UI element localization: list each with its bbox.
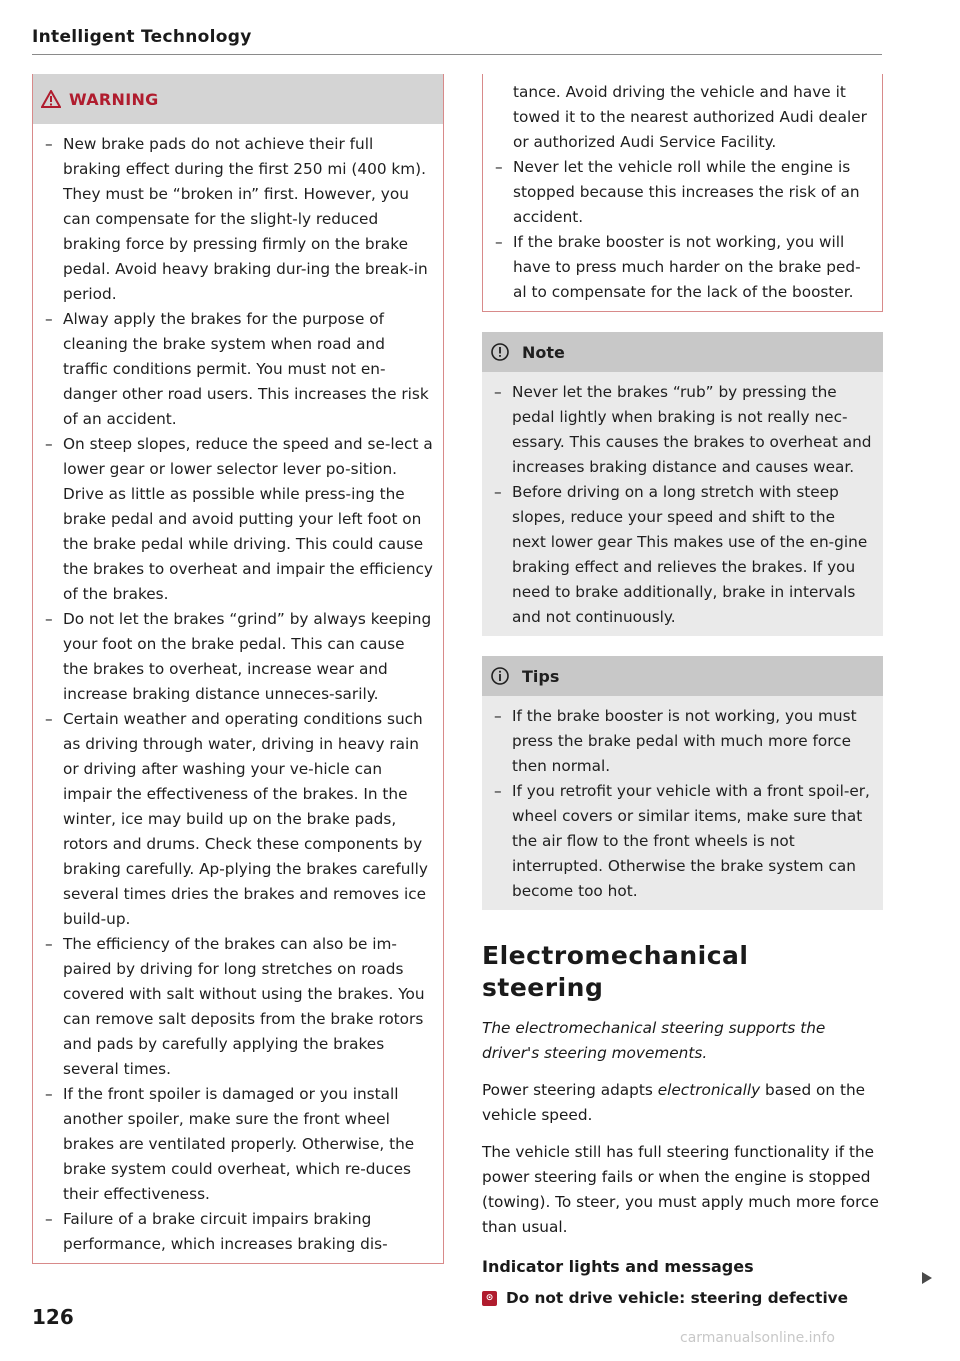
subheading: Indicator lights and messages: [482, 1257, 754, 1276]
list-item: – Never let the brakes “rub” by pressing the pedal lightly when braking is not really nec-essary. This causes the brakes to overheat and increases braking distance and causes wear.: [492, 380, 873, 480]
list-item: – The efficiency of the brakes can also be im-paired by driving for long stretches on roads covered with salt without using the brakes. You can remove salt deposits from the brake rotors and pads by carefully applying the brakes several times.: [43, 932, 433, 1082]
note-box: [482, 332, 883, 636]
warning-title: WARNING: [69, 89, 159, 109]
paragraph: [482, 1078, 883, 1128]
section-title-line1: Electromechanical: [482, 941, 749, 970]
warning-continued-list: [493, 80, 872, 305]
warning-box: [32, 74, 444, 1264]
exclamation-circle-icon: [490, 342, 510, 362]
warning-list: [43, 132, 433, 1257]
paragraph-text: Power steering adapts: [482, 1081, 658, 1099]
warning-body: [33, 124, 443, 1263]
list-item: – Before driving on a long stretch with steep slopes, reduce your speed and shift to the next lower gear This makes use of the en-gine braking effect and relieves the brakes. If you need to brake additionally, brake in intervals and not continuously.: [492, 480, 873, 630]
watermark: carmanualsonline.info: [680, 1330, 835, 1346]
list-item: – If the brake booster is not working, you will have to press much harder on the brake ped-al to compensate for the lack of the booster.: [493, 230, 872, 305]
list-item: – New brake pads do not achieve their full braking effect during the first 250 mi (400 km). They must be “broken in” first. However, you can compensate for the slight-ly reduced braking force by pressing firmly on the brake pedal. Avoid heavy braking dur-ing the break-in period.: [43, 132, 433, 307]
warning-continued: [482, 74, 883, 312]
list-item: – On steep slopes, reduce the speed and se-lect a lower gear or lower selector lever po-sition. Drive as little as possible while press-ing the brake pedal and avoid putting your left foot on the brake pedal while driving. This could cause the brakes to overheat and impair the efficiency of the brakes.: [43, 432, 433, 607]
tips-body: [482, 696, 883, 910]
emphasis-text: electronically: [657, 1081, 761, 1099]
paragraph-text: based on the vehicle speed.: [482, 1081, 866, 1124]
note-header: [482, 332, 883, 372]
tips-box: [482, 656, 883, 910]
list-item: – Certain weather and operating conditions such as driving through water, driving in heavy rain or driving after washing your ve-hicle can impair the effectiveness of the brakes. In the winter, ice may build up on the brake pads, rotors and drums. Check these components by braking carefully. Ap-plying the brakes carefully several times dries the brakes and removes ice build-up.: [43, 707, 433, 932]
note-list: [492, 380, 873, 630]
section-title-line2: steering: [482, 973, 604, 1002]
tips-title: Tips: [522, 666, 560, 686]
warning-header: [33, 74, 443, 124]
steering-warning-icon: ⊙: [482, 1291, 497, 1306]
indicator-text: Do not drive vehicle: steering defective: [506, 1289, 849, 1307]
page-header: [32, 24, 882, 55]
list-item: – If you retrofit your vehicle with a front spoil-er, wheel covers or similar items, make sure that the air flow to the front wheels is not interrupted. Otherwise the brake system can become too hot.: [492, 779, 873, 904]
list-item: – Do not let the brakes “grind” by always keeping your foot on the brake pedal. This can cause the brakes to overheat, increase wear and increase braking distance unneces-sarily.: [43, 607, 433, 707]
section-title: [482, 940, 883, 1004]
indicator-row: [482, 1289, 883, 1307]
right-column: [482, 74, 883, 1307]
left-column: [32, 74, 444, 1264]
warning-triangle-icon: [41, 90, 61, 108]
info-circle-icon: [490, 666, 510, 686]
paragraph: The vehicle still has full steering functionality if the power steering fails or when the engine is stopped (towing). To steer, you must apply much more force than usual.: [482, 1143, 879, 1236]
list-item-continued: tance. Avoid driving the vehicle and have it towed it to the nearest authorized Audi dealer or authorized Audi Service Facility.: [513, 83, 867, 151]
list-item: – If the front spoiler is damaged or you install another spoiler, make sure the front wheel brakes are ventilated properly. Otherwise, the brake system could overheat, which re-duces their effectiveness.: [43, 1082, 433, 1207]
tips-header: [482, 656, 883, 696]
note-body: [482, 372, 883, 636]
list-item: – Never let the vehicle roll while the engine is stopped because this increases the risk of an accident.: [493, 155, 872, 230]
chapter-title: Intelligent Technology: [32, 27, 252, 47]
note-title: Note: [522, 342, 565, 362]
section-lead: The electromechanical steering supports the driver's steering movements.: [482, 1019, 826, 1062]
list-item: – Alway apply the brakes for the purpose of cleaning the brake system when road and traffic conditions permit. You must not en-danger other road users. This increases the risk of an accident.: [43, 307, 433, 432]
list-item: – Failure of a brake circuit impairs braking performance, which increases braking dis-: [43, 1207, 433, 1257]
list-item: – If the brake booster is not working, you must press the brake pedal with much more force then normal.: [492, 704, 873, 779]
page-number: 126: [32, 1305, 74, 1329]
tips-list: [492, 704, 873, 904]
continue-arrow-icon: [922, 1272, 932, 1284]
